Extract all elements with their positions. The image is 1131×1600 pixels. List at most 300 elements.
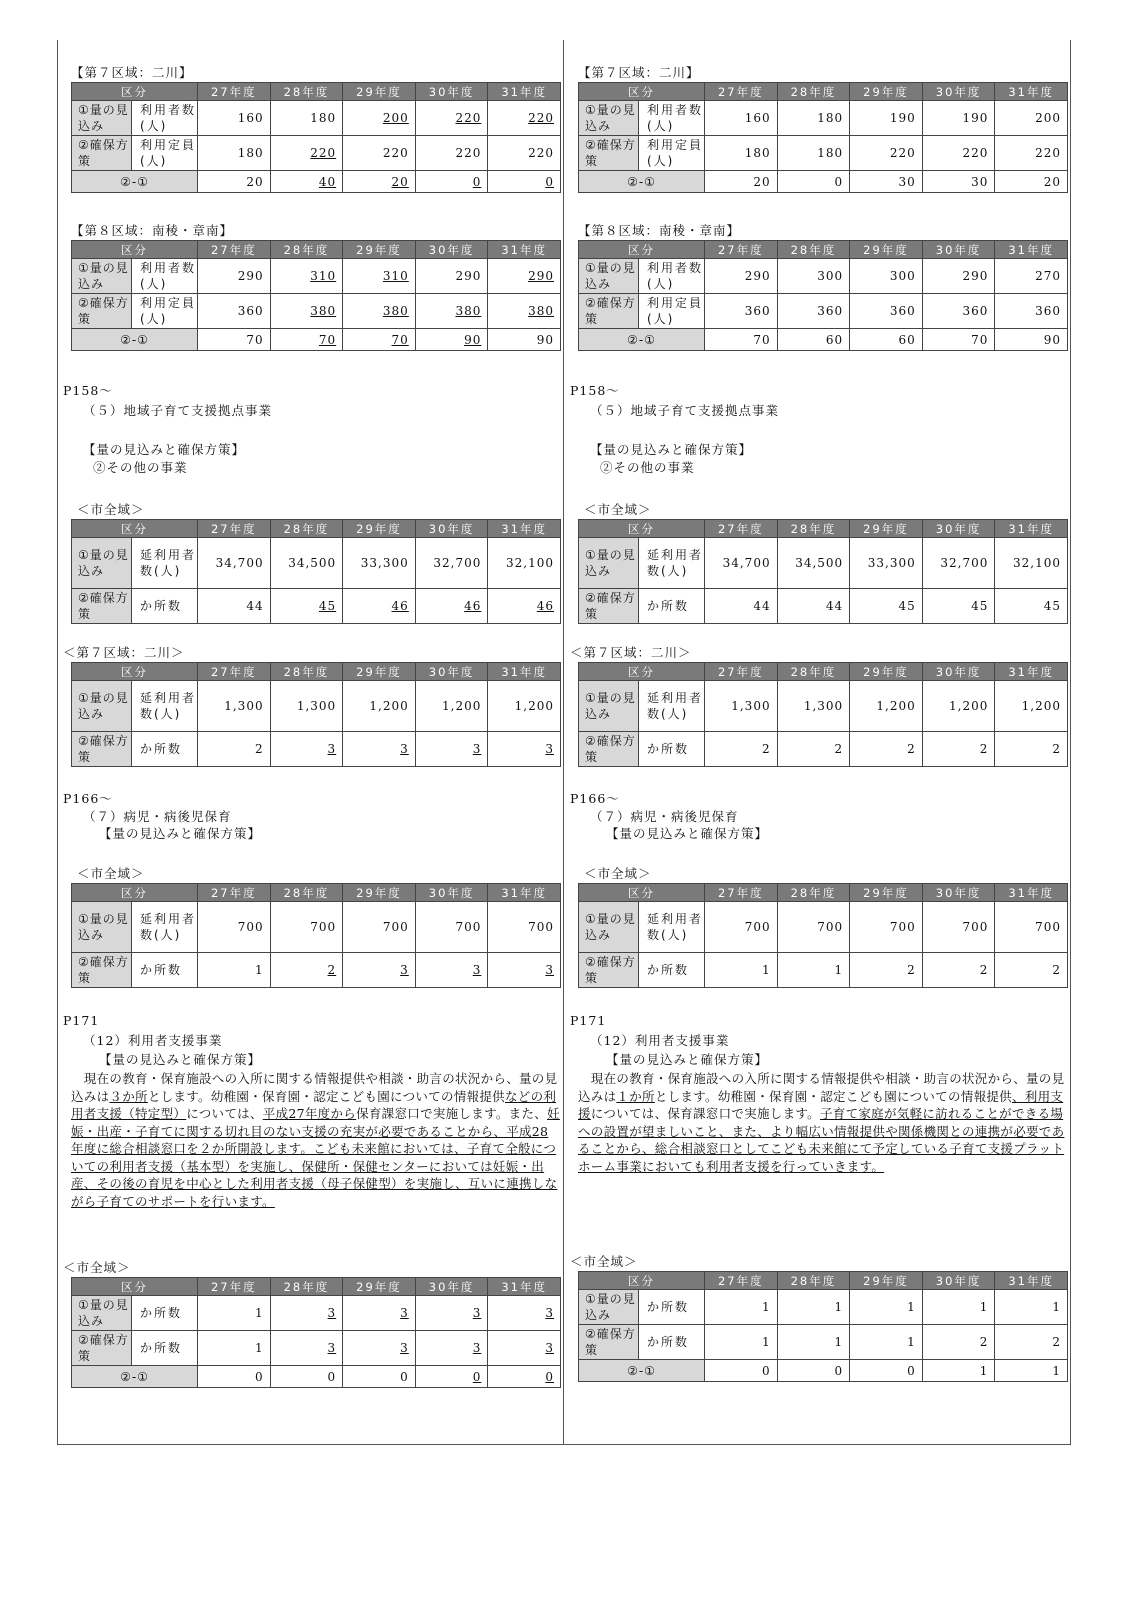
row-sublabel: 延利用者数(人) [639,681,705,732]
section-heading: （７）病児・病後児保育 [83,809,232,824]
col-header: 27年度 [198,884,271,902]
col-header: 27年度 [705,241,778,259]
area-label: ＜市全域＞ [77,502,145,517]
cell: 380 [488,294,561,329]
body-paragraph: 現在の教育・保育施設への入所に関する情報提供や相談・助言の状況から、量の見込みは１か所とします。幼稚園・保育園・認定こども園についての情報提供、利用支援については、保育課窓口で実施します。子育て家庭が気軽に訪れることができる場への設置が望ましいこと、また、より幅広い情報提供や関係機関との連携が必要であることから、総合相談窓口としてこども未来館にて予定している子育て支援プラットホーム事業においても利用者支援を行っていきます。 [578,1071,1065,1174]
cell: 2 [995,732,1068,767]
sub-heading: 【量の見込みと確保方策】 [99,826,262,841]
row-label: ②確保方策 [579,732,639,767]
cell: 2 [995,953,1068,988]
cell: 1,200 [850,681,923,732]
cell: 3 [415,1296,488,1331]
cell: 700 [705,902,778,953]
col-header: 区分 [72,663,198,681]
col-header: 区分 [72,884,198,902]
cell: 0 [270,1366,343,1388]
cell: 46 [415,589,488,624]
col-header: 29年度 [343,241,416,259]
row-label: ②-① [579,329,705,351]
cell: 3 [343,732,416,767]
cell: 44 [198,589,271,624]
cell: 30 [850,171,923,193]
cell: 200 [343,101,416,136]
row-sublabel: か所数 [132,953,198,988]
cell: 1,300 [270,681,343,732]
section-heading: （12）利用者支援事業 [83,1033,223,1048]
row-label: ②-① [579,1360,705,1382]
table-city-sick-child [578,883,1068,988]
cell: 32,700 [415,538,488,589]
cell: 1 [777,953,850,988]
row-label: ②確保方策 [72,732,132,767]
cell: 1,200 [922,681,995,732]
cell: 0 [343,1366,416,1388]
section-heading: （12）利用者支援事業 [590,1033,730,1048]
area-label: ＜市全域＞ [77,866,145,881]
cell: 45 [850,589,923,624]
row-sublabel: か所数 [639,1290,705,1325]
col-header: 区分 [579,520,705,538]
row-label: ②確保方策 [72,589,132,624]
row-label: ①量の見込み [579,101,639,136]
cell: 60 [777,329,850,351]
cell: 90 [488,329,561,351]
page-ref: P166～ [570,791,620,806]
cell: 2 [270,953,343,988]
section-title: 【第８区域：南稜・章南】 [71,223,234,238]
col-header: 29年度 [850,83,923,101]
cell: 1,300 [777,681,850,732]
col-header: 区分 [579,884,705,902]
cell: 1 [705,953,778,988]
col-header: 31年度 [995,663,1068,681]
cell: 300 [850,259,923,294]
col-header: 27年度 [705,663,778,681]
col-header: 28年度 [270,1278,343,1296]
cell: 2 [922,732,995,767]
cell: 3 [488,1331,561,1366]
cell: 34,700 [198,538,271,589]
cell: 2 [995,1325,1068,1360]
cell: 220 [343,136,416,171]
cell: 2 [850,953,923,988]
sub-heading: ②その他の事業 [600,460,695,475]
cell: 3 [270,1296,343,1331]
cell: 360 [922,294,995,329]
col-header: 27年度 [705,520,778,538]
cell: 70 [343,329,416,351]
cell: 33,300 [850,538,923,589]
cell: 1,200 [343,681,416,732]
cell: 3 [343,953,416,988]
table-city-hub [578,519,1068,624]
cell: 1 [198,1331,271,1366]
cell: 1 [922,1360,995,1382]
cell: 160 [705,101,778,136]
cell: 45 [995,589,1068,624]
cell: 20 [705,171,778,193]
cell: 380 [270,294,343,329]
section-title: 【第７区域：二川】 [578,65,700,80]
cell: 190 [850,101,923,136]
col-header: 区分 [579,1272,705,1290]
cell: 1 [995,1290,1068,1325]
area-label: ＜第７区域：二川＞ [63,645,185,660]
row-sublabel: 延利用者数(人) [132,681,198,732]
col-header: 30年度 [922,663,995,681]
cell: 160 [198,101,271,136]
table-city-hub [71,519,561,624]
cell: 360 [705,294,778,329]
cell: 1 [777,1290,850,1325]
row-label: ②-① [72,329,198,351]
cell: 20 [343,171,416,193]
area-label: ＜第７区域：二川＞ [570,645,692,660]
page-ref: P171 [570,1013,607,1028]
col-header: 30年度 [922,520,995,538]
row-label: ②-① [579,171,705,193]
row-sublabel: 延利用者数(人) [639,902,705,953]
cell: 360 [777,294,850,329]
row-label: ②-① [72,1366,198,1388]
cell: 70 [922,329,995,351]
cell: 360 [995,294,1068,329]
cell: 0 [777,1360,850,1382]
cell: 2 [922,1325,995,1360]
col-header: 28年度 [777,663,850,681]
sub-heading: 【量の見込みと確保方策】 [606,826,769,841]
col-header: 31年度 [488,1278,561,1296]
cell: 700 [270,902,343,953]
row-label: ①量の見込み [72,259,132,294]
cell: 290 [488,259,561,294]
cell: 180 [270,101,343,136]
col-header: 30年度 [415,884,488,902]
row-sublabel: 延利用者数(人) [132,902,198,953]
col-header: 27年度 [198,1278,271,1296]
cell: 700 [343,902,416,953]
cell: 290 [705,259,778,294]
sub-heading: 【量の見込みと確保方策】 [99,1052,262,1067]
row-label: ②確保方策 [72,294,132,329]
cell: 310 [343,259,416,294]
sub-heading: ②その他の事業 [93,460,188,475]
cell: 45 [270,589,343,624]
row-sublabel: か所数 [639,1325,705,1360]
col-header: 28年度 [777,884,850,902]
table-zone7-hub [578,662,1068,767]
row-sublabel: 利用定員(人) [639,136,705,171]
col-header: 29年度 [850,1272,923,1290]
area-label: ＜市全域＞ [584,502,652,517]
cell: 70 [705,329,778,351]
cell: 3 [488,1296,561,1331]
cell: 0 [488,171,561,193]
cell: 44 [705,589,778,624]
section-title: 【第７区域：二川】 [71,65,193,80]
cell: 1 [705,1325,778,1360]
cell: 300 [777,259,850,294]
col-header: 31年度 [995,241,1068,259]
row-sublabel: か所数 [132,1331,198,1366]
cell: 34,700 [705,538,778,589]
table-zone8 [578,240,1068,351]
cell: 1 [705,1290,778,1325]
cell: 220 [488,136,561,171]
cell: 32,100 [488,538,561,589]
cell: 360 [850,294,923,329]
col-header: 28年度 [270,520,343,538]
cell: 60 [850,329,923,351]
col-header: 29年度 [850,884,923,902]
col-header: 31年度 [995,884,1068,902]
row-label: ①量の見込み [72,101,132,136]
cell: 0 [198,1366,271,1388]
cell: 700 [488,902,561,953]
cell: 180 [777,136,850,171]
col-header: 区分 [72,83,198,101]
cell: 270 [995,259,1068,294]
section-title: 【第８区域：南稜・章南】 [578,223,741,238]
col-header: 28年度 [270,663,343,681]
row-sublabel: か所数 [639,953,705,988]
row-label: ①量の見込み [579,259,639,294]
col-header: 28年度 [777,241,850,259]
col-header: 28年度 [777,83,850,101]
cell: 220 [922,136,995,171]
row-sublabel: か所数 [132,732,198,767]
col-header: 30年度 [415,1278,488,1296]
cell: 2 [850,732,923,767]
cell: 220 [415,136,488,171]
cell: 3 [415,953,488,988]
cell: 380 [343,294,416,329]
table-zone8 [71,240,561,351]
cell: 290 [922,259,995,294]
cell: 1,200 [488,681,561,732]
section-heading: （７）病児・病後児保育 [590,809,739,824]
cell: 30 [922,171,995,193]
row-label: ①量の見込み [579,538,639,589]
row-sublabel: 利用者数(人) [132,101,198,136]
col-header: 30年度 [922,1272,995,1290]
page-ref: P171 [63,1013,100,1028]
cell: 3 [415,732,488,767]
col-header: 28年度 [777,520,850,538]
col-header: 29年度 [343,884,416,902]
row-sublabel: 利用定員(人) [639,294,705,329]
cell: 0 [415,171,488,193]
row-sublabel: 利用定員(人) [132,136,198,171]
area-label: ＜市全域＞ [584,866,652,881]
col-header: 31年度 [488,520,561,538]
cell: 34,500 [270,538,343,589]
sub-heading: 【量の見込みと確保方策】 [606,1052,769,1067]
cell: 2 [198,732,271,767]
row-label: ②確保方策 [579,589,639,624]
cell: 360 [198,294,271,329]
cell: 46 [488,589,561,624]
col-header: 31年度 [488,884,561,902]
row-label: ②確保方策 [579,1325,639,1360]
col-header: 29年度 [343,663,416,681]
cell: 290 [198,259,271,294]
cell: 70 [198,329,271,351]
cell: 700 [198,902,271,953]
row-label: ①量の見込み [72,681,132,732]
row-sublabel: 延利用者数(人) [639,538,705,589]
cell: 0 [415,1366,488,1388]
body-paragraph: 現在の教育・保育施設への入所に関する情報提供や相談・助言の状況から、量の見込みは３か所とします。幼稚園・保育園・認定こども園についての情報提供などの利用者支援（特定型）については、平成27年度から保育課窓口で実施します。また、妊娠・出産・子育てに関する切れ目のない支援の充実が必要であることから、平成28年度に総合相談窓口を２か所開設します。こども未来館においては、子育て全般についての利用者支援（基本型）を実施し、保健所・保健センターにおいては妊娠・出産、その後の育児を中心とした利用者支援（母子保健型）を実施し、互いに連携しながら子育てのサポートを行います。 [71,1071,560,1209]
cell: 1 [198,1296,271,1331]
row-label: ①量の見込み [579,902,639,953]
cell: 1,200 [995,681,1068,732]
sub-heading: 【量の見込みと確保方策】 [590,442,753,457]
col-header: 29年度 [343,1278,416,1296]
section-heading: （５）地域子育て支援拠点事業 [590,403,780,418]
cell: 180 [198,136,271,171]
cell: 0 [777,171,850,193]
row-label: ①量の見込み [72,902,132,953]
col-header: 27年度 [705,1272,778,1290]
cell: 3 [343,1296,416,1331]
row-sublabel: 利用定員(人) [132,294,198,329]
col-header: 29年度 [343,83,416,101]
cell: 220 [270,136,343,171]
cell: 45 [922,589,995,624]
col-header: 31年度 [488,83,561,101]
cell: 46 [343,589,416,624]
area-label: ＜市全域＞ [63,1260,131,1275]
cell: 380 [415,294,488,329]
col-header: 29年度 [343,520,416,538]
col-header: 30年度 [415,663,488,681]
cell: 32,100 [995,538,1068,589]
cell: 1 [198,953,271,988]
cell: 2 [777,732,850,767]
row-label: ①量の見込み [72,1296,132,1331]
col-header: 27年度 [198,663,271,681]
cell: 40 [270,171,343,193]
cell: 90 [995,329,1068,351]
cell: 44 [777,589,850,624]
col-header: 30年度 [922,241,995,259]
col-header: 29年度 [850,241,923,259]
cell: 1 [922,1290,995,1325]
cell: 1 [995,1360,1068,1382]
row-sublabel: か所数 [132,589,198,624]
col-header: 30年度 [415,520,488,538]
row-sublabel: か所数 [639,732,705,767]
row-label: ②確保方策 [72,136,132,171]
col-header: 区分 [72,241,198,259]
cell: 700 [850,902,923,953]
cell: 1 [850,1290,923,1325]
col-header: 27年度 [705,884,778,902]
cell: 1,300 [198,681,271,732]
cell: 200 [995,101,1068,136]
row-sublabel: か所数 [132,1296,198,1331]
cell: 180 [705,136,778,171]
table-zone7 [578,82,1068,193]
cell: 90 [415,329,488,351]
row-sublabel: か所数 [639,589,705,624]
cell: 220 [995,136,1068,171]
section-heading: （５）地域子育て支援拠点事業 [83,403,273,418]
col-header: 27年度 [705,83,778,101]
col-header: 27年度 [198,520,271,538]
row-sublabel: 利用者数(人) [132,259,198,294]
cell: 1,300 [705,681,778,732]
cell: 1 [777,1325,850,1360]
col-header: 区分 [579,83,705,101]
row-label: ②確保方策 [72,1331,132,1366]
col-header: 28年度 [777,1272,850,1290]
cell: 1 [850,1325,923,1360]
row-sublabel: 利用者数(人) [639,259,705,294]
cell: 190 [922,101,995,136]
cell: 220 [488,101,561,136]
row-label: ①量の見込み [579,681,639,732]
column-divider [563,40,564,1445]
row-label: ②-① [72,171,198,193]
table-city-sick-child [71,883,561,988]
area-label: ＜市全域＞ [570,1254,638,1269]
row-label: ①量の見込み [72,538,132,589]
row-label: ②確保方策 [579,136,639,171]
sub-heading: 【量の見込みと確保方策】 [83,442,246,457]
col-header: 30年度 [415,83,488,101]
col-header: 28年度 [270,241,343,259]
col-header: 31年度 [995,520,1068,538]
row-sublabel: 利用者数(人) [639,101,705,136]
row-label: ②確保方策 [579,953,639,988]
table-city-user-support [578,1271,1068,1382]
cell: 1,200 [415,681,488,732]
col-header: 28年度 [270,83,343,101]
col-header: 30年度 [922,83,995,101]
page-ref: P158～ [63,383,113,398]
cell: 2 [705,732,778,767]
cell: 3 [415,1331,488,1366]
cell: 20 [198,171,271,193]
col-header: 区分 [72,520,198,538]
col-header: 区分 [579,241,705,259]
cell: 700 [995,902,1068,953]
page-ref: P166～ [63,791,113,806]
page-ref: P158～ [570,383,620,398]
cell: 3 [270,1331,343,1366]
cell: 0 [850,1360,923,1382]
col-header: 区分 [579,663,705,681]
cell: 310 [270,259,343,294]
cell: 70 [270,329,343,351]
cell: 290 [415,259,488,294]
cell: 34,500 [777,538,850,589]
cell: 3 [488,953,561,988]
col-header: 30年度 [415,241,488,259]
cell: 180 [777,101,850,136]
table-zone7-hub [71,662,561,767]
cell: 0 [705,1360,778,1382]
row-label: ②確保方策 [579,294,639,329]
cell: 700 [777,902,850,953]
col-header: 31年度 [488,241,561,259]
cell: 32,700 [922,538,995,589]
cell: 3 [270,732,343,767]
col-header: 27年度 [198,83,271,101]
table-zone7 [71,82,561,193]
